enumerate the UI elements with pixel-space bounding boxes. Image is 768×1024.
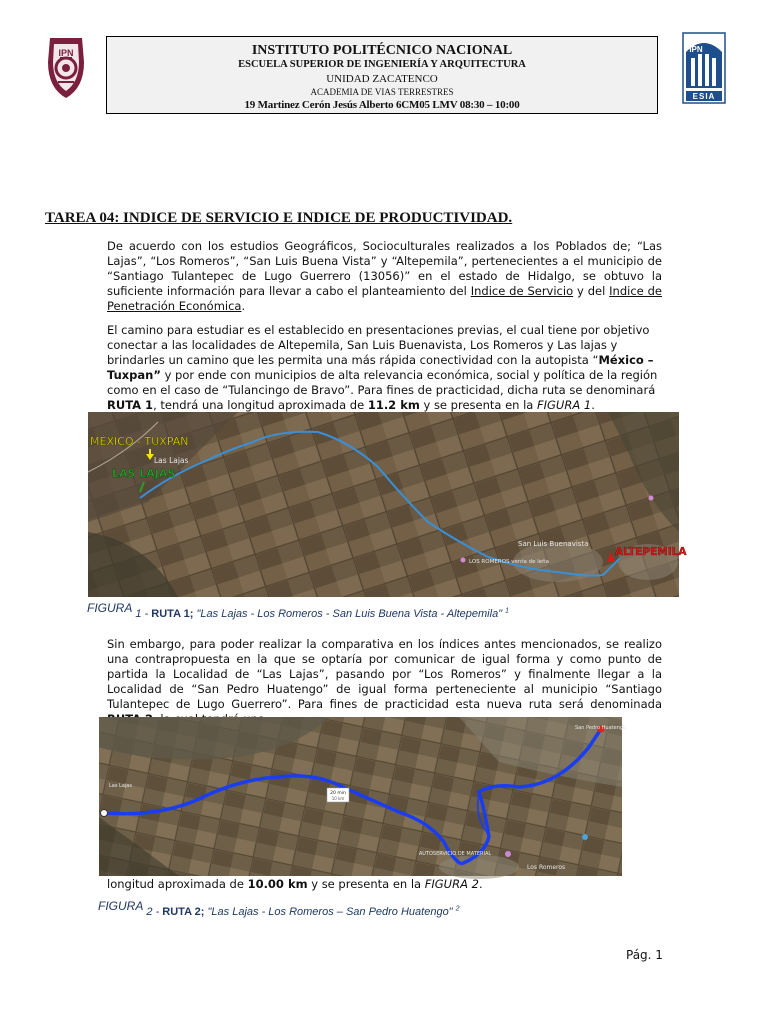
paragraph-route-1: El camino para estudiar es el establecido en presentaciones previas, el cual tiene por objetivo conectar a las localidades de Altepemila, San Luis Buenavista, Los Romeros y Las lajas y brindarles un camino que les permita una más rápida conectividad con la autopista “México – Tuxpan” y por ende con municipios de alta relevancia económica, social y política de la región como en el caso de “Tulancingo de Bravo”. Para fines de practicidad, dicha ruta se denominará RUTA 1, tendrá una longitud aproximada de 11.2 km y se presenta en la FIGURA 1.	[107, 323, 658, 412]
svg-text:ESIA: ESIA	[692, 92, 716, 101]
figure-2-caption: FIGURA 2 - RUTA 2; "Las Lajas - Los Romeros – San Pedro Huatengo" $^2$	[98, 899, 460, 918]
esia-logo	[682, 32, 726, 104]
route-1-map	[88, 412, 687, 597]
label-time: 20 min	[330, 791, 346, 796]
figure-1-caption: FIGURA 1 - RUTA 1; "Las Lajas - Los Romeros - San Luis Buena Vista - Altepemila" $^1$	[87, 601, 510, 620]
svg-text:IPN: IPN	[689, 45, 703, 54]
label-san-pedro: San Pedro Huatengo	[575, 725, 627, 731]
page-number: Pág. 1	[626, 948, 663, 962]
label-mexico-tuxpan: MÉXICO - TUXPAN	[90, 435, 189, 448]
student-line: 19 Martinez Cerón Jesús Alberto 6CM05 LMV 08:30 – 10:00	[244, 98, 520, 111]
svg-text:IPN: IPN	[58, 48, 74, 58]
label-los-romeros-2: Los Romeros	[527, 864, 566, 871]
link-indice-penetracion: Indice de Penetración Económica	[107, 284, 662, 313]
institute-name: INSTITUTO POLITÉCNICO NACIONAL	[251, 43, 513, 58]
label-las-lajas-2: Las Lajas	[109, 783, 132, 789]
header-box	[106, 36, 658, 114]
label-las-lajas-small: Las Lajas	[154, 456, 189, 465]
task-title: TAREA 04: INDICE DE SERVICIO E INDICE DE PRODUCTIVIDAD.	[45, 210, 513, 226]
label-san-luis-buenavista: San Luis Buenavista	[518, 540, 589, 548]
school-name: ESCUELA SUPERIOR DE INGENIERÍA Y ARQUITECTURA	[238, 59, 526, 70]
paragraph-route-2-length: longitud aproximada de 10.00 km y se presenta en la FIGURA 2.	[107, 877, 483, 891]
label-altepemila: ALTEPEMILA	[615, 546, 687, 558]
label-distance: 10 km	[331, 796, 345, 801]
label-autoservicio: AUTOSERVICIO DE MATERIAL	[418, 851, 492, 857]
route-2-map	[99, 717, 627, 876]
academy-name: ACADEMIA DE VIAS TERRESTRES	[310, 86, 454, 97]
label-las-lajas: LAS LAJAS	[112, 467, 176, 480]
paragraph-intro: De acuerdo con los estudios Geográficos, Socioculturales realizados a los Poblados de; “Las Lajas”, “Los Romeros”, “San Luis Buena Vista” y “Altepemila”, pertenecientes a el municipio de “Santiago Tulantepec de Lugo Guerrero (13056)” en el estado de Hidalgo, se obtuvo la suficiente información para llevar a cabo el planteamiento del Indice de Servicio y del Indice de Penetración Económica.	[107, 239, 662, 313]
unit-name: UNIDAD ZACATENCO	[326, 72, 438, 85]
paragraph-route-2: Sin embargo, para poder realizar la comparativa en los índices antes mencionados, se realizo una contrapropuesta en la que se optaría por comunicar de igual forma y como punto de partida la Localidad de “Las Lajas”, pasando por “Los Romeros” y finalmente llegar a la Localidad de “San Pedro Huatengo” de igual forma perteneciente al municipio “Santiago Tulantepec de Lugo Guerrero”. Para fines de practicidad esta nueva ruta será denominada	[107, 637, 662, 711]
link-indice-servicio: Indice de Servicio	[470, 284, 574, 298]
label-los-romeros: LOS ROMEROS venta de leña	[469, 559, 549, 565]
ipn-logo	[44, 32, 88, 102]
